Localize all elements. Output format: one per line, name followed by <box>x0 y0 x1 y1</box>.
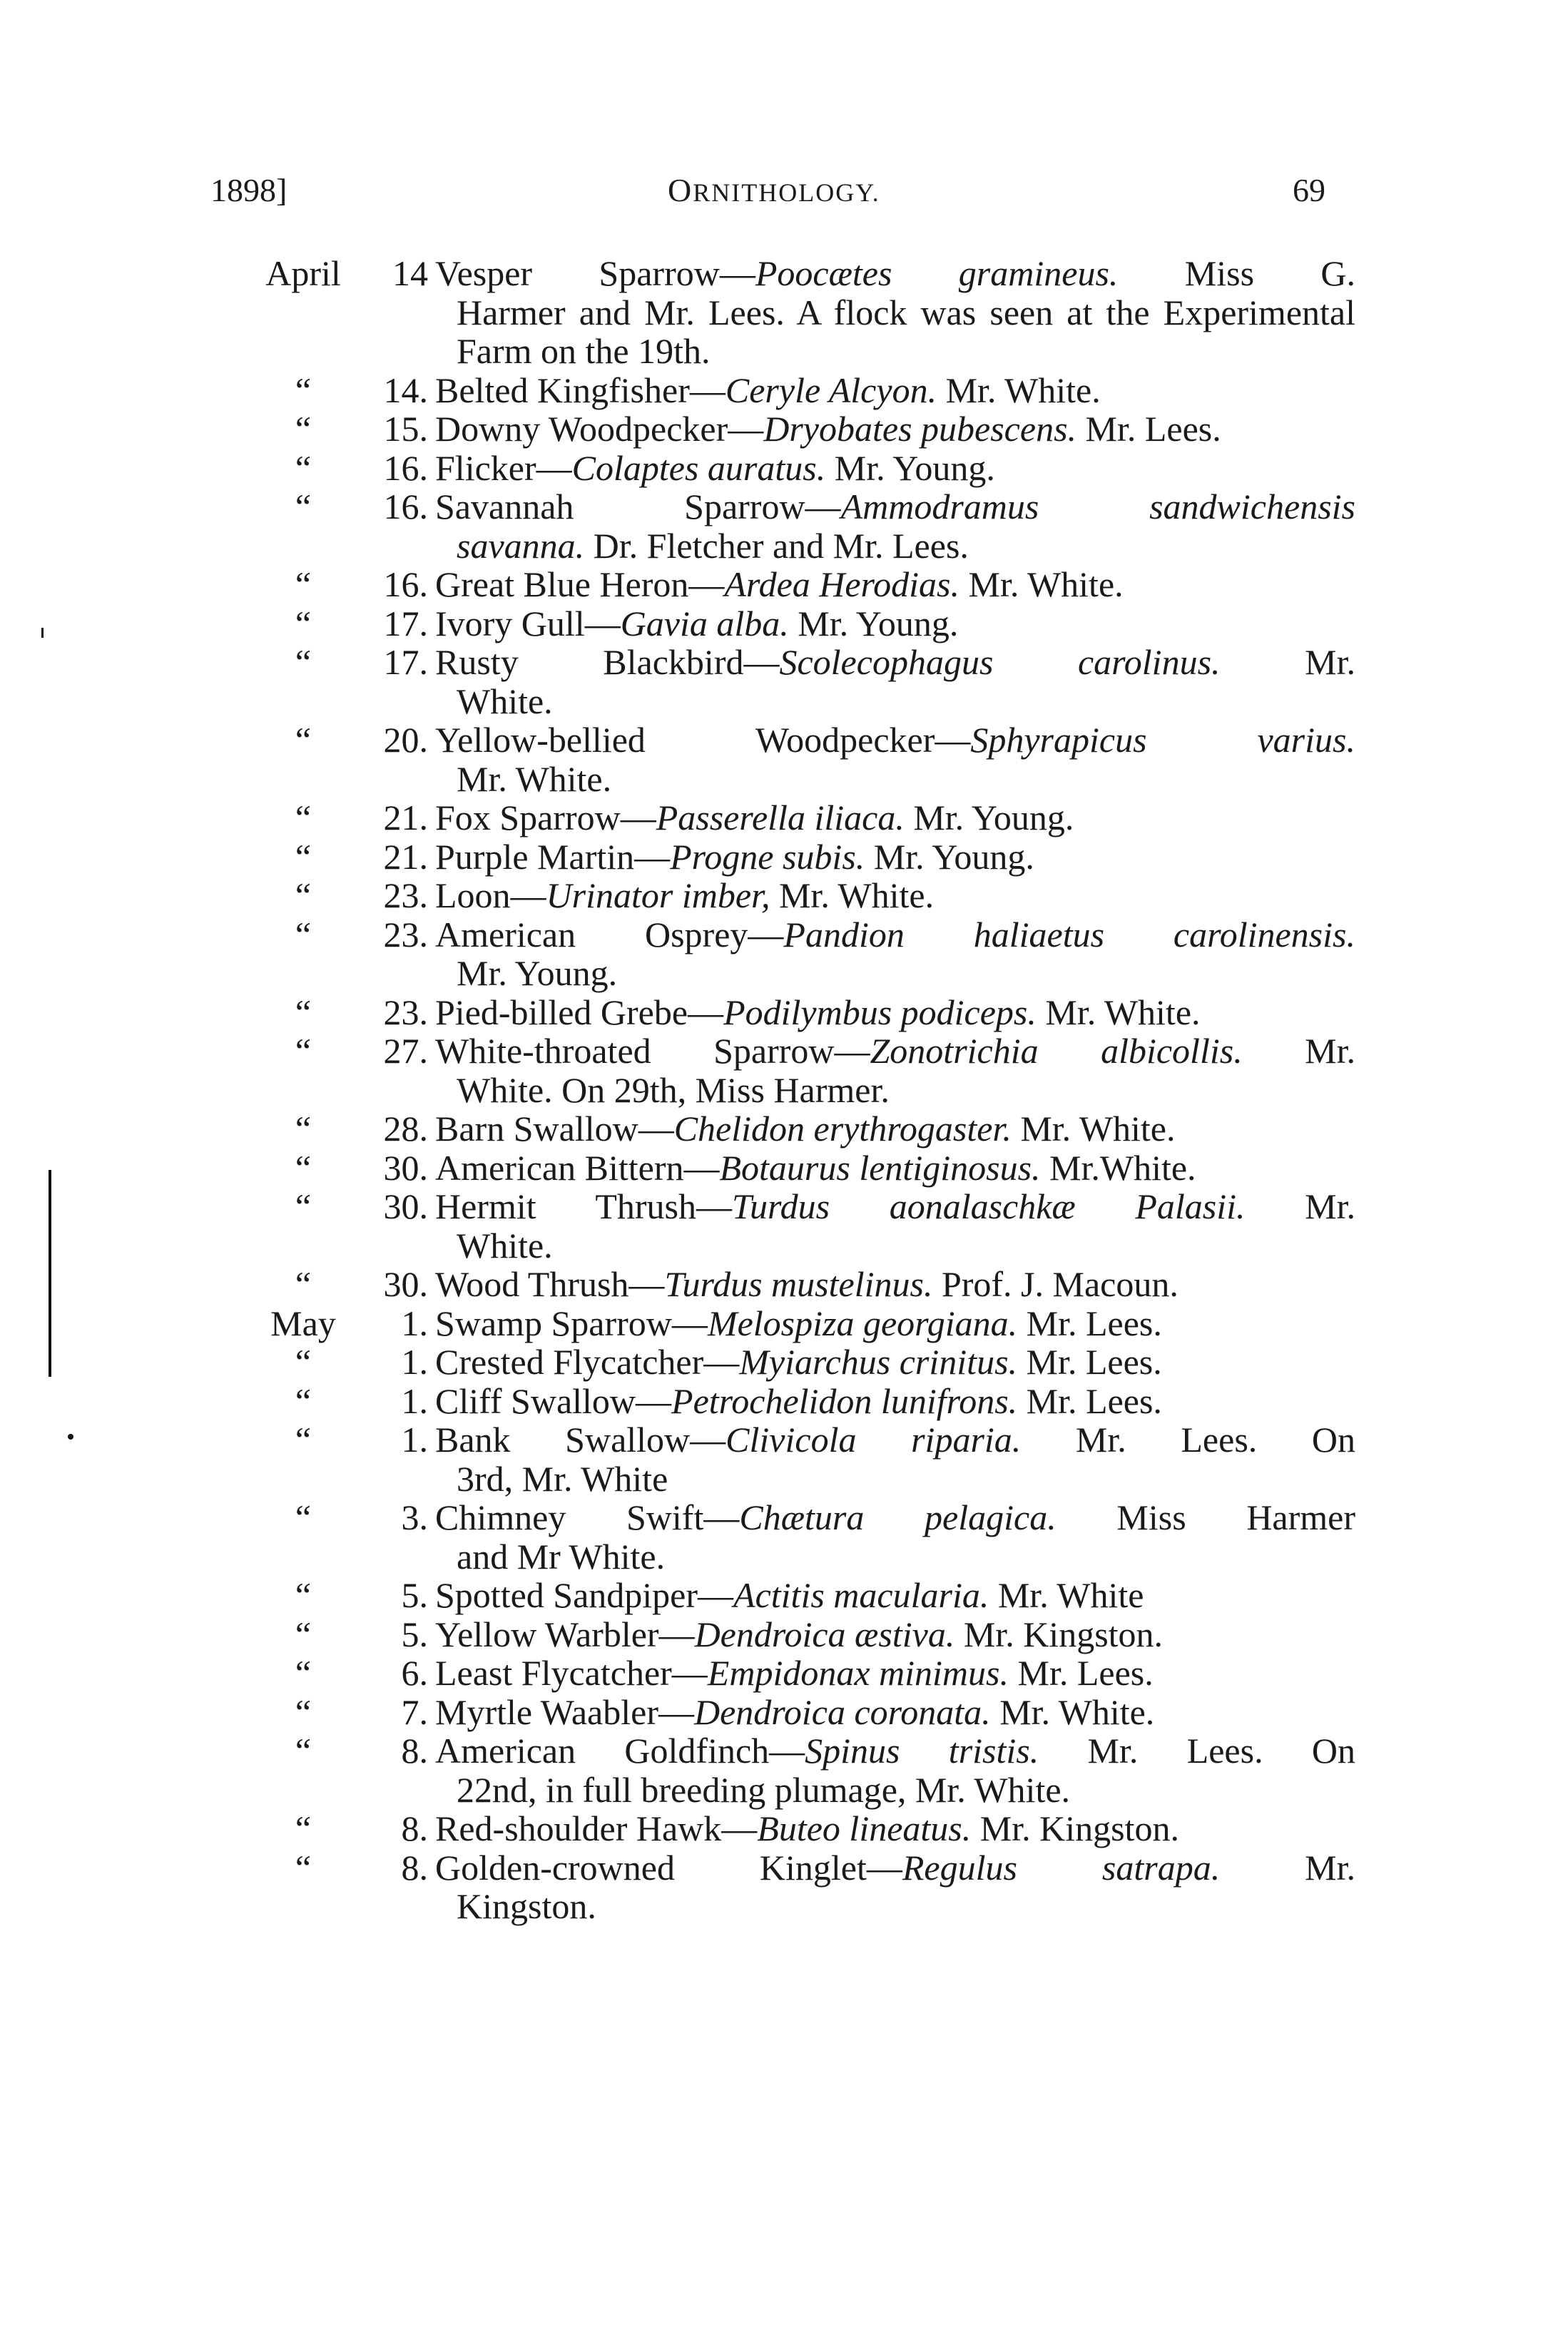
entry-text <box>435 1498 1355 1576</box>
margin-mark <box>49 1170 51 1377</box>
entry-first-line <box>435 1693 1355 1732</box>
observer: Mr. White. <box>937 370 1101 410</box>
entry-day: 16. <box>383 447 428 488</box>
species-common-name: Crested Flycatcher— <box>435 1342 740 1382</box>
entry-note: White. <box>457 681 553 721</box>
entry-month: “ <box>295 914 312 954</box>
species-latin-name: Passerella iliaca. <box>656 798 905 837</box>
entry-text <box>435 1265 1355 1304</box>
species-latin-name: Poocætes gramineus. <box>755 253 1119 293</box>
observation-entry <box>0 371 1568 410</box>
entry-first-line <box>435 1343 1355 1382</box>
entry-first-line <box>435 1848 1355 1888</box>
entry-month: May <box>270 1303 336 1343</box>
observer: Mr. Young. <box>825 447 995 488</box>
entry-first-line <box>435 1615 1355 1654</box>
entry-month: “ <box>295 603 312 643</box>
entry-day: 20. <box>383 720 428 760</box>
observation-entry <box>0 915 1568 993</box>
entry-day: 21. <box>383 836 428 877</box>
species-latin-name: Colaptes auratus. <box>571 447 826 488</box>
species-common-name: Myrtle Waabler— <box>435 1691 694 1732</box>
observer: Mr.White. <box>1040 1147 1196 1188</box>
observation-entry <box>0 1382 1568 1421</box>
species-common-name: Swamp Sparrow— <box>435 1303 708 1343</box>
species-common-name: Cliff Swallow— <box>435 1380 672 1421</box>
species-common-name: American Bittern— <box>435 1147 720 1188</box>
entry-month: “ <box>295 1847 312 1888</box>
species-common-name: Golden-crowned Kinglet— <box>435 1847 902 1888</box>
species-latin-name: Turdus aonalaschkæ Palasii. <box>731 1186 1246 1226</box>
observation-entry <box>0 993 1568 1032</box>
entry-first-line <box>435 1109 1355 1149</box>
entry-text <box>435 449 1355 488</box>
entry-text <box>435 1731 1355 1809</box>
observation-entry <box>0 1420 1568 1498</box>
entry-month: “ <box>295 836 312 877</box>
observation-entry <box>0 876 1568 915</box>
entry-text <box>435 1420 1355 1498</box>
entry-day: 15. <box>383 409 428 449</box>
entry-day: 14. <box>383 370 428 410</box>
entry-month: “ <box>295 1691 312 1732</box>
species-common-name: Hermit Thrush— <box>435 1186 732 1226</box>
entry-day: 30. <box>383 1264 428 1304</box>
species-latin-name: Petrochelidon lunifrons. <box>671 1380 1018 1421</box>
entry-note: Harmer and Mr. Lees. A flock was seen at the Experimental Farm on the 19th. <box>457 292 1355 371</box>
entry-month: “ <box>295 1497 312 1537</box>
entry-text <box>435 1187 1355 1265</box>
species-common-name: Bank Swallow— <box>435 1420 726 1460</box>
species-latin-name: Ammodramus sandwichensis <box>840 487 1355 526</box>
observer: Mr. White <box>989 1575 1144 1615</box>
species-common-name: White-throated Sparrow— <box>435 1031 870 1071</box>
entry-day: 16. <box>383 564 428 604</box>
entry-first-line <box>435 449 1355 488</box>
entry-first-line <box>435 1420 1355 1460</box>
entry-continuation <box>457 1071 1355 1110</box>
entry-text <box>435 876 1355 915</box>
entry-month: “ <box>295 720 312 760</box>
observation-entry <box>0 1576 1568 1615</box>
observer: Mr. Lees. On <box>1021 1420 1356 1460</box>
species-latin-name: Botaurus lentiginosus. <box>719 1147 1041 1188</box>
species-latin-name: Regulus satrapa. <box>902 1847 1221 1888</box>
observer: Mr. <box>1242 1031 1356 1071</box>
entry-day: 14 <box>392 253 428 293</box>
observation-entry <box>0 837 1568 877</box>
entry-day: 1. <box>401 1303 428 1343</box>
observation-entry <box>0 409 1568 449</box>
entry-day: 21. <box>383 798 428 837</box>
species-latin-name: Myiarchus crinitus. <box>739 1342 1018 1382</box>
species-common-name: Wood Thrush— <box>435 1264 665 1304</box>
species-common-name: Loon— <box>435 875 546 915</box>
entry-first-line <box>435 1032 1355 1071</box>
observer: Mr. Lees. <box>1076 409 1221 449</box>
observation-entry <box>0 798 1568 837</box>
observation-entry <box>0 721 1568 798</box>
species-common-name: Rusty Blackbird— <box>435 642 780 682</box>
entry-first-line <box>435 915 1355 954</box>
entry-continuation <box>457 1771 1355 1810</box>
entry-first-line <box>435 1654 1355 1693</box>
observer: Mr. Lees. <box>1009 1653 1154 1693</box>
entry-text <box>435 1654 1355 1693</box>
observation-entry <box>0 565 1568 604</box>
species-latin-name-cont: savanna. <box>457 525 585 566</box>
species-common-name: Vesper Sparrow— <box>435 253 755 293</box>
entry-note: and Mr White. <box>457 1536 666 1577</box>
observation-entry <box>0 487 1568 565</box>
entry-text <box>435 798 1355 837</box>
species-common-name: Yellow Warbler— <box>435 1614 695 1654</box>
species-common-name: Great Blue Heron— <box>435 564 725 604</box>
entry-continuation <box>457 1226 1355 1266</box>
species-common-name: Belted Kingfisher— <box>435 370 726 410</box>
entry-month: “ <box>295 370 312 410</box>
entry-continuation <box>457 1537 1355 1577</box>
observation-entry <box>0 1149 1568 1188</box>
entry-day: 23. <box>383 914 428 954</box>
entry-month: “ <box>295 487 312 526</box>
entry-day: 23. <box>383 875 428 915</box>
species-latin-name: Dendroica æstiva. <box>694 1614 955 1654</box>
entry-text <box>435 254 1355 371</box>
observation-entry <box>0 1693 1568 1732</box>
species-latin-name: Empidonax minimus. <box>707 1653 1009 1693</box>
observer: Mr. Young. <box>865 836 1034 877</box>
entry-first-line <box>435 1498 1355 1537</box>
entry-text <box>435 1343 1355 1382</box>
entry-month: “ <box>295 564 312 604</box>
species-latin-name: Progne subis. <box>670 836 865 877</box>
entry-continuation <box>457 526 1355 566</box>
observation-entry <box>0 254 1568 371</box>
entry-first-line <box>435 1187 1355 1226</box>
species-latin-name: Clivicola riparia. <box>726 1420 1022 1460</box>
running-header <box>0 171 1568 221</box>
observer: Mr. White. <box>1036 992 1201 1032</box>
entry-first-line <box>435 1576 1355 1615</box>
entry-note: 3rd, Mr. White <box>457 1458 668 1499</box>
entry-month: “ <box>295 1731 312 1771</box>
entry-first-line <box>435 837 1355 877</box>
observation-entry <box>0 1032 1568 1109</box>
entry-first-line <box>435 643 1355 682</box>
entry-continuation <box>457 1460 1355 1499</box>
observer: Mr. Kingston. <box>954 1614 1164 1654</box>
entry-day: 5. <box>401 1575 428 1615</box>
species-latin-name: Zonotrichia albicollis. <box>870 1031 1243 1071</box>
entry-first-line <box>435 1382 1355 1421</box>
entry-day: 28. <box>383 1109 428 1149</box>
entry-first-line <box>435 1304 1355 1343</box>
entry-month: “ <box>295 1614 312 1654</box>
species-latin-name: Buteo lineatus. <box>757 1808 972 1848</box>
species-latin-name: Spinus tristis. <box>805 1731 1039 1771</box>
species-latin-name: Actitis macularia. <box>733 1575 989 1615</box>
header-title: ORNITHOLOGY. <box>668 172 880 208</box>
observer: Mr. Lees. <box>1017 1303 1162 1343</box>
species-latin-name: Urinator imber, <box>546 875 770 915</box>
species-latin-name: Ceryle Alcyon. <box>725 370 937 410</box>
entry-text <box>435 604 1355 643</box>
entry-day: 1. <box>401 1420 428 1460</box>
species-common-name: Flicker— <box>435 447 572 488</box>
entry-continuation <box>457 954 1355 993</box>
observer: Mr. Lees. <box>1017 1342 1162 1382</box>
entry-month: “ <box>295 1420 312 1460</box>
entry-note: Mr. White. <box>457 758 612 799</box>
observation-entry <box>0 604 1568 643</box>
entry-text <box>435 1304 1355 1343</box>
entry-note: White. <box>457 1225 553 1266</box>
observer: Mr. White. <box>1011 1109 1176 1149</box>
entry-text <box>435 721 1355 798</box>
margin-dot <box>68 1434 73 1440</box>
entry-month: April <box>265 253 341 293</box>
entry-first-line <box>435 721 1355 760</box>
entry-day: 23. <box>383 992 428 1032</box>
species-common-name: Pied-billed Grebe— <box>435 992 724 1032</box>
observation-entry <box>0 1615 1568 1654</box>
observation-entry <box>0 449 1568 488</box>
species-latin-name: Turdus mustelinus. <box>664 1264 933 1304</box>
observation-entry <box>0 1343 1568 1382</box>
entry-first-line <box>435 604 1355 643</box>
entry-day: 30. <box>383 1186 428 1226</box>
observer: Mr. Kingston. <box>971 1808 1179 1848</box>
entry-continuation <box>457 760 1355 799</box>
margin-tick <box>41 628 44 638</box>
entry-text <box>435 993 1355 1032</box>
observation-entry <box>0 1187 1568 1265</box>
entry-month: “ <box>295 1808 312 1848</box>
observation-entry <box>0 1265 1568 1304</box>
entry-first-line <box>435 993 1355 1032</box>
entry-note: Mr. Young. <box>457 953 618 993</box>
species-latin-name: Podilymbus podiceps. <box>723 992 1037 1032</box>
species-latin-name: Scolecophagus carolinus. <box>779 642 1221 682</box>
entry-day: 3. <box>401 1497 428 1537</box>
species-latin-name: Ardea Herodias. <box>724 564 960 604</box>
entry-day: 8. <box>401 1731 428 1771</box>
species-common-name: American Osprey— <box>435 914 784 954</box>
observer: Miss Harmer <box>1056 1497 1356 1537</box>
entry-text <box>435 1848 1355 1926</box>
species-latin-name: Dendroica coronata. <box>694 1691 991 1732</box>
species-common-name: Chimney Swift— <box>435 1497 740 1537</box>
header-year: 1898] <box>210 172 287 208</box>
entry-first-line <box>435 487 1355 526</box>
entry-day: 1. <box>401 1342 428 1382</box>
observation-entry <box>0 1109 1568 1149</box>
entry-day: 7. <box>401 1691 428 1732</box>
entry-text <box>435 915 1355 993</box>
entry-month: “ <box>295 1380 312 1421</box>
entry-first-line <box>435 876 1355 915</box>
entry-month: “ <box>295 1264 312 1304</box>
entry-month: “ <box>295 1109 312 1149</box>
entry-note: 22nd, in full breeding plumage, Mr. White. <box>457 1769 1071 1810</box>
observer: Mr. Lees. On <box>1039 1731 1355 1771</box>
entry-continuation <box>457 293 1355 371</box>
species-common-name: Downy Woodpecker— <box>435 409 764 449</box>
species-common-name: Purple Martin— <box>435 836 671 877</box>
entry-day: 8. <box>401 1808 428 1848</box>
entry-text <box>435 487 1355 565</box>
entry-day: 5. <box>401 1614 428 1654</box>
species-latin-name: Chætura pelagica. <box>739 1497 1057 1537</box>
observer: Mr. Young. <box>904 798 1074 837</box>
entry-day: 30. <box>383 1147 428 1188</box>
entry-month: “ <box>295 875 312 915</box>
entry-text <box>435 837 1355 877</box>
page-number: 69 <box>1293 172 1325 208</box>
entry-first-line <box>435 409 1355 449</box>
observation-entry <box>0 1848 1568 1926</box>
entry-first-line <box>435 371 1355 410</box>
entry-day: 17. <box>383 603 428 643</box>
entry-month: “ <box>295 642 312 682</box>
species-common-name: Least Flycatcher— <box>435 1653 708 1693</box>
entry-first-line <box>435 1149 1355 1188</box>
entry-text <box>435 409 1355 449</box>
entry-note: Dr. Fletcher and Mr. Lees. <box>584 525 969 566</box>
species-latin-name: Melospiza georgiana. <box>707 1303 1018 1343</box>
species-common-name: Fox Sparrow— <box>435 798 656 837</box>
entry-month: “ <box>295 1147 312 1188</box>
entry-first-line <box>435 1731 1355 1771</box>
observation-entry <box>0 1498 1568 1576</box>
entry-day: 27. <box>383 1031 428 1071</box>
entry-text <box>435 1149 1355 1188</box>
entry-text <box>435 1109 1355 1149</box>
entry-note: White. On 29th, Miss Harmer. <box>457 1069 890 1110</box>
entry-continuation <box>457 682 1355 721</box>
entry-month: “ <box>295 1031 312 1071</box>
entry-day: 6. <box>401 1653 428 1693</box>
entry-month: “ <box>295 1342 312 1382</box>
entry-day: 1. <box>401 1380 428 1421</box>
entry-month: “ <box>295 798 312 837</box>
observer: Prof. J. Macoun. <box>932 1264 1178 1304</box>
entry-text <box>435 371 1355 410</box>
entry-month: “ <box>295 1575 312 1615</box>
entry-text <box>435 643 1355 721</box>
entry-first-line <box>435 565 1355 604</box>
observer: Mr. Lees. <box>1017 1380 1162 1421</box>
species-common-name: American Goldfinch— <box>435 1731 805 1771</box>
entry-day: 16. <box>383 487 428 526</box>
entry-month: “ <box>295 447 312 488</box>
entry-first-line <box>435 1265 1355 1304</box>
observer: Miss G. <box>1118 253 1356 293</box>
entry-day: 17. <box>383 642 428 682</box>
entry-month: “ <box>295 1186 312 1226</box>
entry-month: “ <box>295 1653 312 1693</box>
observer: Mr. <box>1220 642 1355 682</box>
observer: Mr. Young. <box>788 603 959 643</box>
entry-text <box>435 1615 1355 1654</box>
observation-entry <box>0 1304 1568 1343</box>
species-common-name: Red-shoulder Hawk— <box>435 1808 758 1848</box>
entry-month: “ <box>295 992 312 1032</box>
entry-text <box>435 1576 1355 1615</box>
entry-text <box>435 1032 1355 1109</box>
entry-first-line <box>435 254 1355 293</box>
species-latin-name: Chelidon erythrogaster. <box>673 1109 1012 1149</box>
entry-text <box>435 1693 1355 1732</box>
entry-continuation <box>457 1887 1355 1926</box>
observation-entry <box>0 643 1568 721</box>
entry-first-line <box>435 1809 1355 1848</box>
species-latin-name: Dryobates pubescens. <box>763 409 1077 449</box>
entry-month: “ <box>295 409 312 449</box>
observer: Mr. <box>1220 1847 1355 1888</box>
observer: Mr. <box>1245 1186 1356 1226</box>
species-latin-name: Gavia alba. <box>620 603 789 643</box>
entry-text <box>435 1382 1355 1421</box>
observation-entry <box>0 1654 1568 1693</box>
observer: Mr. White. <box>959 564 1124 604</box>
species-common-name: Yellow-bellied Woodpecker— <box>435 720 971 760</box>
species-common-name: Savannah Sparrow— <box>435 487 841 526</box>
entry-text <box>435 1809 1355 1848</box>
observer: Mr. White. <box>770 875 935 915</box>
species-latin-name: Pandion haliaetus carolinensis. <box>783 914 1355 954</box>
species-common-name: Barn Swallow— <box>435 1109 674 1149</box>
species-common-name: Spotted Sandpiper— <box>435 1575 734 1615</box>
entry-note: Kingston. <box>457 1886 596 1926</box>
species-common-name: Ivory Gull— <box>435 603 621 643</box>
observer: Mr. White. <box>990 1691 1155 1732</box>
entry-text <box>435 565 1355 604</box>
observation-entry <box>0 1731 1568 1809</box>
entry-first-line <box>435 798 1355 837</box>
observation-entry <box>0 1809 1568 1848</box>
entry-day: 8. <box>401 1847 428 1888</box>
species-latin-name: Sphyrapicus varius. <box>970 720 1355 760</box>
observation-list <box>0 254 1568 1926</box>
